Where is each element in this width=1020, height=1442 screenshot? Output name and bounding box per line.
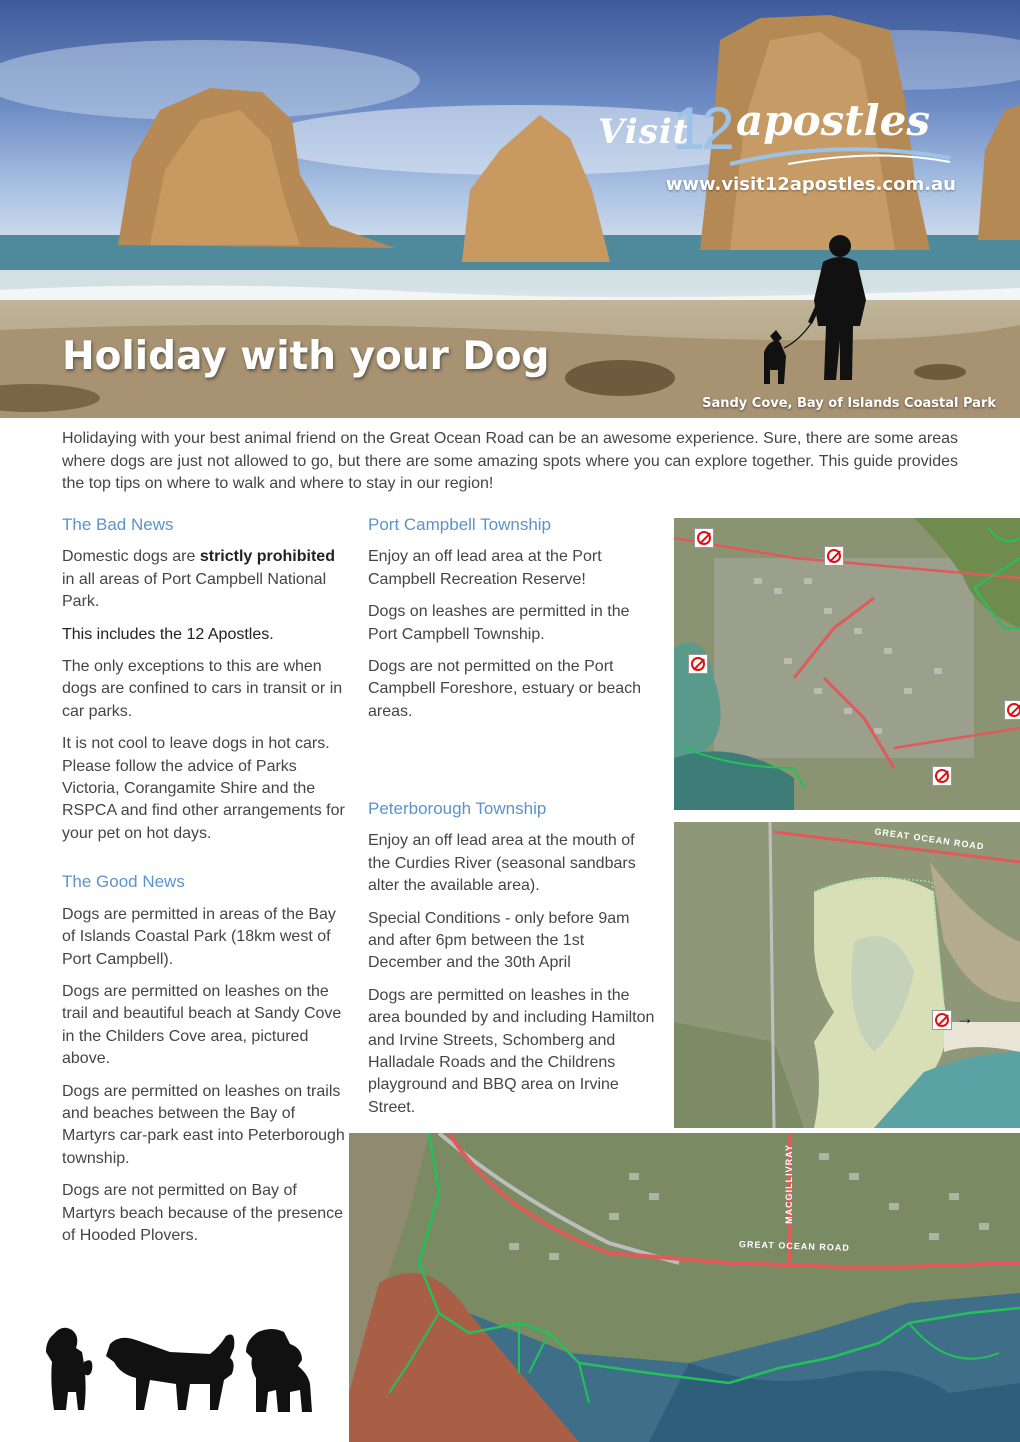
photo-caption: Sandy Cove, Bay of Islands Coastal Park [702,396,996,411]
peterborough-map [674,822,1020,1128]
no-dogs-icon [688,654,708,674]
bay-of-martyrs-map [349,1133,1020,1442]
bad-news-paragraph-2: This includes the 12 Apostles. [62,625,274,643]
port-campbell-paragraph-1: Enjoy an off lead area at the Port Campbell Recreation Reserve! [368,548,602,588]
no-dogs-icon [694,528,714,548]
bay-of-martyrs-aerial [349,1133,1020,1442]
logo-word: apostles [736,96,930,145]
peterborough-section [368,798,658,1129]
good-news-heading: The Good News [62,872,185,892]
peterborough-heading: Peterborough Township [368,799,547,818]
dog-silhouette-retriever [106,1335,234,1411]
road-label-great-ocean-road: GREAT OCEAN ROAD [738,1239,850,1253]
port-campbell-heading: Port Campbell Township [368,515,551,534]
page-title: Holiday with your Dog [62,334,550,379]
peterborough-paragraph-1: Enjoy an off lead area at the mouth of the Curdies River (seasonal sandbars alter the available area). [368,832,636,895]
bad-news-paragraph-3: The only exceptions to this are when dogs are confined to cars in transit or in car parks. [62,658,343,720]
dog-silhouette-sitting [46,1328,86,1410]
port-campbell-paragraph-2: Dogs on leashes are permitted in the Port Campbell Township. [368,603,630,643]
road-label-street: MACGILLIVRAY [783,1144,794,1224]
good-news-paragraph-2: Dogs are permitted on leashes on the trail and beautiful beach at Sandy Cove in the Childers Cove area, pictured above. [62,982,342,1068]
bad-news-p1-bold: strictly prohibited [199,548,335,566]
dog-silhouette-terrier [246,1329,312,1412]
port-campbell-aerial [674,518,1020,810]
visit12apostles-logo[interactable] [598,96,958,176]
bad-news-paragraph-4: It is not cool to leave dogs in hot cars. Please follow the advice of Parks Victoria, Corangamite Shire and the RSPCA and find other arrangements for your pet on hot days. [62,735,345,842]
arrow-right-icon: → [956,1008,974,1028]
hero-banner [0,0,1020,418]
port-campbell-map [674,518,1020,810]
website-link[interactable]: www.visit12apostles.com.au [665,174,956,195]
logo-number: 12 [672,95,731,162]
bad-news-heading: The Bad News [62,515,174,534]
no-dogs-icon [1004,700,1020,720]
good-news-paragraph-3: Dogs are permitted on leashes on trails and beaches between the Bay of Martyrs car-park east into Peterborough township. [62,1082,345,1167]
road-label-great-ocean-road: GREAT OCEAN ROAD [873,826,986,852]
logo-swoosh [728,142,953,168]
left-column [62,514,346,1257]
peterborough-paragraph-2: Special Conditions - only before 9am and after 6pm between the 1st December and the 30th April [368,909,630,972]
no-dogs-icon [932,766,952,786]
no-dogs-icon [824,546,844,566]
good-news-paragraph-4: Dogs are not permitted on Bay of Martyrs beach because of the presence of Hooded Plovers. [62,1182,344,1244]
port-campbell-section [368,514,654,733]
port-campbell-paragraph-3: Dogs are not permitted on the Port Campbell Foreshore, estuary or beach areas. [368,658,642,720]
dogs-illustration [40,1322,340,1422]
no-dogs-icon [932,1010,952,1030]
bad-news-paragraph-1 [62,546,346,613]
bad-news-p1-post: in all areas of Port Campbell National Park. [62,570,327,611]
peterborough-aerial [674,822,1020,1128]
bad-news-p1-pre: Domestic dogs are [62,548,200,566]
good-news-paragraph-1: Dogs are permitted in areas of the Bay of Islands Coastal Park (18km west of Port Campbell). [62,905,336,968]
logo-visit: Visit [598,112,690,152]
peterborough-paragraph-3: Dogs are permitted on leashes in the area bounded by and including Hamilton and Irvine Streets, Schomberg and Halladale Roads and the Childrens playground and BBQ area on Irvine Street. [368,986,655,1116]
intro-paragraph: Holidaying with your best animal friend on the Great Ocean Road can be an awesome experience. Sure, there are some areas where dogs are just not allowed to go, but there are some amazing spots where you can explore together. This guide provides the top tips on where to walk and where to stay in our region! [62,430,958,492]
